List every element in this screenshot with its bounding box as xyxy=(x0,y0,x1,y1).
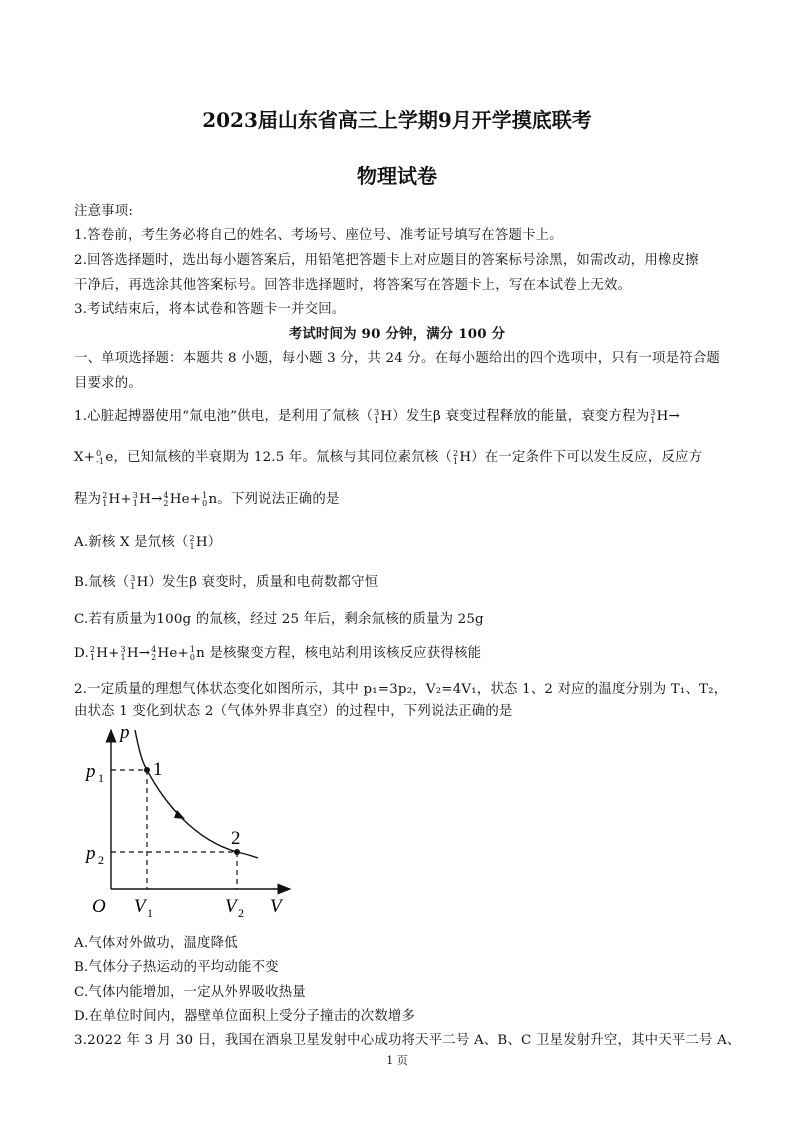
mass-number: 2 xyxy=(453,448,459,458)
mass-number: 1 xyxy=(189,644,196,654)
atomic-number: 1 xyxy=(374,415,380,425)
option-text: H+ xyxy=(96,646,120,661)
nuclide-index xyxy=(130,575,135,591)
atomic-number: -1 xyxy=(96,456,105,466)
notice-heading: 注意事项: xyxy=(74,204,134,219)
v2-label: V xyxy=(225,896,237,917)
p2-label: p xyxy=(86,843,96,864)
nuclide-index xyxy=(374,409,379,425)
mass-number: 2 xyxy=(89,644,96,654)
v1-label: V xyxy=(134,896,146,917)
document-subtitle: 物理试卷 xyxy=(357,164,437,188)
atomic-number: 1 xyxy=(120,652,126,662)
q1-text: H→ xyxy=(139,492,163,507)
q1-option-a xyxy=(74,531,221,551)
option-text: B.氚核（ xyxy=(74,575,130,590)
option-text: He+ xyxy=(157,646,189,661)
atomic-number: 0 xyxy=(189,652,196,662)
nuclide-index xyxy=(190,535,195,551)
q1-text: H）在一定条件下可以发生反应，反应方 xyxy=(459,450,703,465)
q1-text: 1.心脏起搏器使用“氚电池”供电，是利用了氚核（ xyxy=(74,409,374,424)
atomic-number: 0 xyxy=(202,498,208,508)
y-axis-label: p xyxy=(120,722,130,743)
nuclide-index xyxy=(453,450,458,466)
q1-text: He+ xyxy=(169,492,202,507)
atomic-number: 1 xyxy=(189,541,195,551)
state-2-label: 2 xyxy=(231,828,241,849)
nuclide-index xyxy=(190,646,195,662)
exam-info: 考试时间为 90 分钟，满分 100 分 xyxy=(288,326,506,342)
q2-option-c: C.气体内能增加，一定从外界吸收热量 xyxy=(74,985,306,1000)
option-text: H→ xyxy=(126,646,151,661)
mass-number: 1 xyxy=(202,490,208,500)
q1-line-3 xyxy=(74,488,340,508)
pv-diagram xyxy=(84,722,300,922)
atomic-number: 1 xyxy=(130,581,136,591)
nuclide-index xyxy=(151,646,156,662)
mass-number: 3 xyxy=(120,644,126,654)
state-1-label: 1 xyxy=(153,759,163,780)
option-text: H） xyxy=(195,535,222,550)
q1-text: n。下列说法正确的是 xyxy=(208,492,340,507)
option-text: A.新核 X 是氘核（ xyxy=(74,535,189,550)
notice-item-3: 3.考试结束后，将本试卷和答题卡一并交回。 xyxy=(74,302,346,317)
q3-line-1: 3.2022 年 3 月 30 日，我国在酒泉卫星发射中心成功将天平二号 A、B、C 卫星发射升空，其中天平二号 A、 xyxy=(74,1033,741,1048)
atomic-number: 2 xyxy=(163,498,169,508)
q1-line-1 xyxy=(74,405,680,425)
mass-number: 4 xyxy=(151,644,157,654)
mass-number: 0 xyxy=(96,448,102,458)
section-1-line-2: 目要求的。 xyxy=(74,376,142,391)
atomic-number: 1 xyxy=(453,456,459,466)
x-axis-label: V xyxy=(270,896,282,917)
mass-number: 3 xyxy=(374,407,380,417)
q2-option-d: D.在单位时间内，器壁单位面积上受分子撞击的次数增多 xyxy=(74,1009,416,1024)
state-2-point xyxy=(234,849,240,855)
nuclide-index xyxy=(202,492,207,508)
p1-label: p xyxy=(86,761,96,782)
state-1-point xyxy=(144,767,150,773)
v2-subscript: 2 xyxy=(238,906,244,920)
atomic-number: 1 xyxy=(650,415,656,425)
q1-text: H）发生β 衰变过程释放的能量，衰变方程为 xyxy=(380,409,650,424)
nuclide-index xyxy=(163,492,168,508)
atomic-number: 2 xyxy=(151,652,157,662)
nuclide-index xyxy=(650,409,655,425)
notice-item-2-line-1: 2.回答选择题时，选出每小题答案后，用铅笔把答题卡上对应题目的答案标号涂黑，如需改动，用橡皮擦 xyxy=(74,253,699,268)
notice-item-1: 1.答卷前，考生务必将自己的姓名、考场号、座位号、准考证号填写在答题卡上。 xyxy=(74,228,563,243)
nuclide-index xyxy=(121,646,126,662)
q1-option-d xyxy=(74,642,481,662)
mass-number: 2 xyxy=(102,490,108,500)
q1-text: e，已知氚核的半衰期为 12.5 年。氚核与其同位素氘核（ xyxy=(105,450,453,465)
origin-label: O xyxy=(92,896,106,917)
q2-option-b: B.气体分子热运动的平均动能不变 xyxy=(74,960,279,975)
option-text: n 是核聚变方程，核电站利用该核反应获得核能 xyxy=(196,646,482,661)
atomic-number: 1 xyxy=(102,498,108,508)
q1-option-c: C.若有质量为100g 的氚核，经过 25 年后，剩余氚核的质量为 25g xyxy=(74,612,484,627)
atomic-number: 1 xyxy=(89,652,96,662)
q1-text: H+ xyxy=(108,492,132,507)
option-text: H）发生β 衰变时，质量和电荷数都守恒 xyxy=(136,575,379,590)
mass-number: 2 xyxy=(189,533,195,543)
q2-option-a: A.气体对外做功，温度降低 xyxy=(74,936,238,951)
q1-option-b xyxy=(74,571,378,591)
page-number: 1 页 xyxy=(386,1054,408,1067)
mass-number: 4 xyxy=(163,490,169,500)
notice-item-2-line-2: 干净后，再选涂其他答案标号。回答非选择题时，将答案写在答题卡上，写在本试卷上无效。 xyxy=(74,278,632,293)
q1-line-2 xyxy=(74,446,702,466)
nuclide-index xyxy=(102,492,107,508)
p1-subscript: 1 xyxy=(98,771,104,785)
atomic-number: 1 xyxy=(132,498,139,508)
nuclide-index xyxy=(133,492,138,508)
p2-subscript: 2 xyxy=(98,853,104,867)
document-title: 2023届山东省高三上学期9月开学摸底联考 xyxy=(202,108,592,132)
mass-number: 3 xyxy=(130,573,136,583)
option-text: D. xyxy=(74,646,89,661)
q2-line-1: 2.一定质量的理想气体状态变化如图所示，其中 p₁=3p₂，V₂=4V₁，状态 1、2 对应的温度分别为 T₁、T₂， xyxy=(74,682,728,697)
q2-line-2: 由状态 1 变化到状态 2（气体外界非真空）的过程中，下列说法正确的是 xyxy=(74,704,513,719)
v1-subscript: 1 xyxy=(147,906,153,920)
nuclide-index xyxy=(90,646,95,662)
mass-number: 3 xyxy=(650,407,656,417)
q1-text: H→ xyxy=(656,409,680,424)
nuclide-index xyxy=(96,450,104,466)
mass-number: 3 xyxy=(132,490,139,500)
section-1-line-1: 一、单项选择题：本题共 8 小题，每小题 3 分，共 24 分。在每小题给出的四个选项中，只有一项是符合题 xyxy=(74,351,721,366)
q1-text: 程为 xyxy=(74,492,102,507)
q1-text: X+ xyxy=(74,450,96,465)
